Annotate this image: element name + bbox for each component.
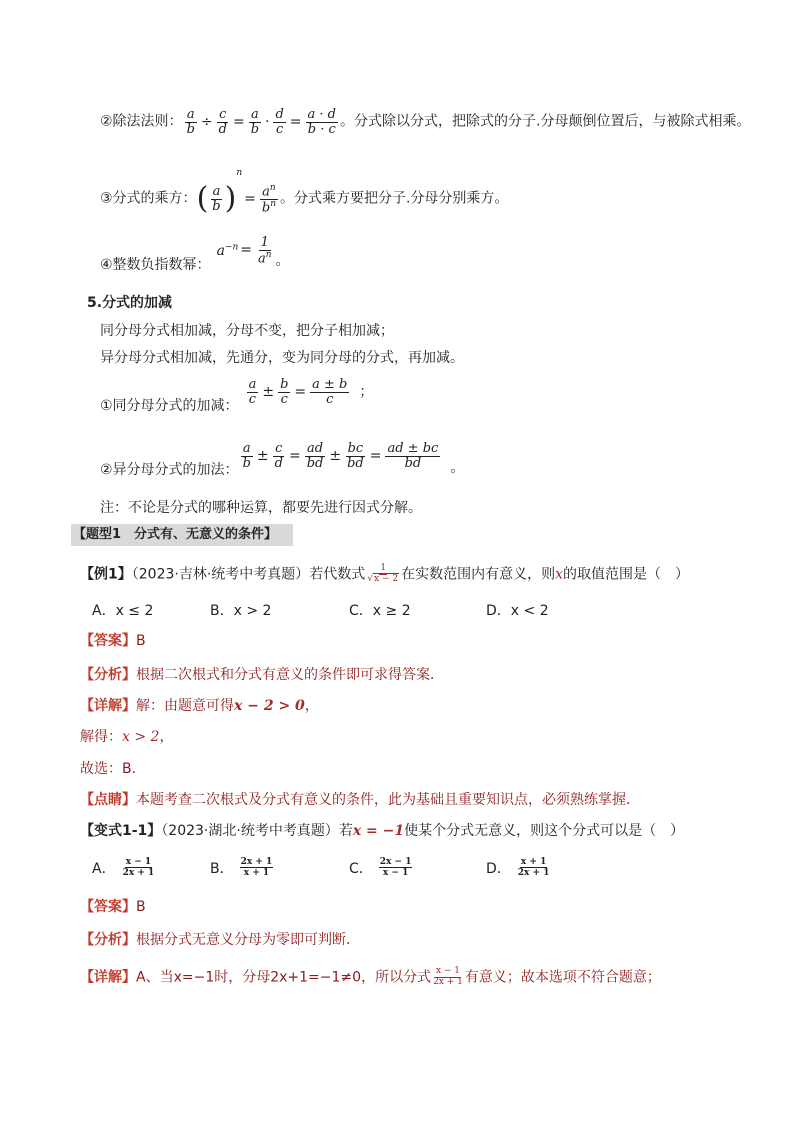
variant1-option-a-frac: $\frac{x - 1}{2x + 1}$ <box>122 857 155 879</box>
variant1-option-a-letter: A． <box>92 860 116 877</box>
example1-comment-label: 【点睛】 <box>80 792 136 808</box>
power-label: ③分式的乘方： <box>100 190 197 207</box>
variant1-detail <box>80 967 661 988</box>
different-denominator-rule: ②异分母分式的加法： $\frac{a}{b}$ ± $\frac{c}{d}$ = $\frac{ad}{bd}$ ± $\frac{bc}{bd}$ = $\frac{ad \pm bc}{bd}$ 。 <box>100 441 465 479</box>
division-formula-c-over-d: $\frac{c}{d}$ <box>218 107 227 137</box>
division-formula-d-over-c: $\frac{d}{c}$ <box>275 107 284 137</box>
example1-option-d[interactable]: D．x < 2 <box>486 603 549 619</box>
neg-exp-formula: $\frac{1}{a^n}$ <box>258 235 272 266</box>
example1-option-a[interactable]: A．x ≤ 2 <box>92 603 154 619</box>
division-formula-result: $\frac{a \cdot d}{b \cdot c}$ <box>307 107 337 137</box>
variant1-option-b-letter: B． <box>210 860 234 877</box>
different-denominator-end: 。 <box>450 460 465 477</box>
section-5-note: 注：不论是分式的哪种运算，都要先进行因式分解。 <box>100 500 422 516</box>
variant1-analysis <box>80 932 360 949</box>
variant1-option-b-frac: $\frac{2x + 1}{x + 1}$ <box>240 857 273 879</box>
example1-analysis-label: 【分析】 <box>80 667 136 683</box>
power-formula-result: $\frac{a^n}{b^n}$ <box>261 182 276 215</box>
variant1-detail-text: A、当x=−1时，分母2x+1=−1≠0，所以分式 <box>136 969 432 986</box>
example1-detail-end: ， <box>304 698 319 714</box>
example1-prefix: 【例1】 <box>80 566 132 583</box>
variant1-analysis-label: 【分析】 <box>80 932 136 948</box>
example1-solve-end: ， <box>159 729 174 745</box>
example1-detail-expr: x − 2 > 0 <box>234 698 305 714</box>
variant1-source-expr: x = −1 <box>352 823 405 839</box>
neg-exp-end: 。 <box>275 252 290 269</box>
example1-var: x <box>555 566 564 583</box>
variant1-source-a: （2023·湖北·统考中考真题）若 <box>161 823 353 839</box>
example1-question <box>80 564 689 585</box>
power-text: 。分式乘方要把分子.分母分别乘方。 <box>279 190 509 207</box>
variant1-prefix: 【变式1-1】 <box>80 823 162 839</box>
division-formula-a-over-b-2: $\frac{a}{b}$ <box>250 107 260 137</box>
section-5-line2: 异分母分式相加减，先通分，变为同分母的分式，再加减。 <box>100 350 464 366</box>
same-denominator-label: ①同分母分式的加减： <box>100 398 239 415</box>
variant1-question <box>80 823 684 840</box>
same-denominator-rule: ①同分母分式的加减： $\frac{a}{c}$ ± $\frac{b}{c}$ = $\frac{a \pm b}{c}$ ； <box>100 377 374 415</box>
variant1-option-d[interactable] <box>486 857 550 879</box>
example1-suffix-b: 的取值范围是（ ） <box>563 566 690 583</box>
variant1-source-b: 使某个分式无意义，则这个分式可以是（ ） <box>404 823 685 839</box>
example1-choose: 故选：B． <box>80 761 146 777</box>
division-formula-a-over-b: $\frac{a}{b}$ <box>186 107 195 137</box>
example1-solve <box>80 729 173 746</box>
example1-option-c[interactable]: C．x ≥ 2 <box>349 603 411 619</box>
variant1-analysis-text: 根据分式无意义分母为零即可判断． <box>136 932 360 948</box>
same-denominator-end: ； <box>359 383 374 400</box>
example1-option-b[interactable]: B．x > 2 <box>210 603 272 619</box>
example1-detail-label: 【详解】 <box>80 698 136 714</box>
power-rule: ③分式的乘方：( $\frac{a}{b}$ )$^n$= $\frac{a^n}{b^n}$ 。分式乘方要把分子.分母分别乘方。 <box>100 168 509 216</box>
example1-detail <box>80 698 319 715</box>
neg-exp-label: ④整数负指数幂： <box>100 256 211 273</box>
variant1-detail-frac: $\frac{x - 1}{2x + 1}$ <box>433 966 463 987</box>
variant1-option-a[interactable] <box>92 857 155 879</box>
negative-exponent-rule: ④整数负指数幂：$a^{-n}$ = $\frac{1}{a^n}$ 。 <box>100 235 290 273</box>
section-5-title: 5.分式的加减 <box>87 295 173 311</box>
example1-comment <box>80 792 640 809</box>
variant1-detail-end: 有意义；故本选项不符合题意； <box>464 969 661 986</box>
different-denominator-result: $\frac{ad \pm bc}{bd}$ <box>387 441 439 471</box>
example1-analysis <box>80 667 444 684</box>
power-formula-base: $\frac{a}{b}$ <box>212 183 221 214</box>
example1-answer-label: 【答案】 <box>80 633 136 649</box>
topic-tag: 【题型1 分式有、无意义的条件】 <box>71 524 293 546</box>
division-label: ②除法法则： <box>100 113 183 130</box>
variant1-answer <box>80 899 146 916</box>
variant1-answer-label: 【答案】 <box>80 899 136 915</box>
example1-answer <box>80 633 146 650</box>
variant1-option-c-frac: $\frac{2x - 1}{x - 1}$ <box>379 857 412 879</box>
section-5-line1: 同分母分式相加减，分母不变，把分子相加减； <box>100 323 394 339</box>
division-text: 。分式除以分式，把除式的分子.分母颠倒位置后，与被除式相乘。 <box>340 113 751 130</box>
variant1-option-d-frac: $\frac{x + 1}{2x + 1}$ <box>517 857 550 879</box>
example1-comment-text: 本题考查二次根式及分式有意义的条件，此为基础且重要知识点，必须熟练掌握． <box>136 792 640 808</box>
example1-solve-text: 解得： <box>80 729 122 745</box>
example1-suffix-a: 在实数范围内有意义，则 <box>401 566 556 583</box>
example1-answer-value: B <box>136 633 146 649</box>
variant1-option-d-letter: D． <box>486 860 511 877</box>
same-denominator-result: $\frac{a \pm b}{c}$ <box>312 377 348 407</box>
variant1-option-b[interactable] <box>210 857 273 879</box>
example1-analysis-text: 根据二次根式和分式有意义的条件即可求得答案． <box>136 667 444 683</box>
variant1-answer-value: B <box>136 899 146 915</box>
example1-solve-expr: x > 2 <box>122 729 160 745</box>
variant1-option-c-letter: C． <box>349 860 373 877</box>
different-denominator-label: ②异分母分式的加法： <box>100 462 239 479</box>
variant1-detail-label: 【详解】 <box>80 969 136 986</box>
example1-expression: $\frac{1}{√x - 2}$ <box>367 563 399 584</box>
variant1-option-c[interactable] <box>349 857 412 879</box>
division-rule: ②除法法则： $\frac{a}{b}$ ÷ $\frac{c}{d}$ = $\frac{a}{b}$ · $\frac{d}{c}$ = $\frac{a \cdot d}{b \cdot c}$ 。分式除以分式，把除式的分子.分母颠倒位置后，与被除式相乘。 <box>100 107 751 137</box>
example1-source: （2023·吉林·统考中考真题）若代数式 <box>131 566 366 583</box>
example1-detail-text: 解：由题意可得 <box>136 698 234 714</box>
